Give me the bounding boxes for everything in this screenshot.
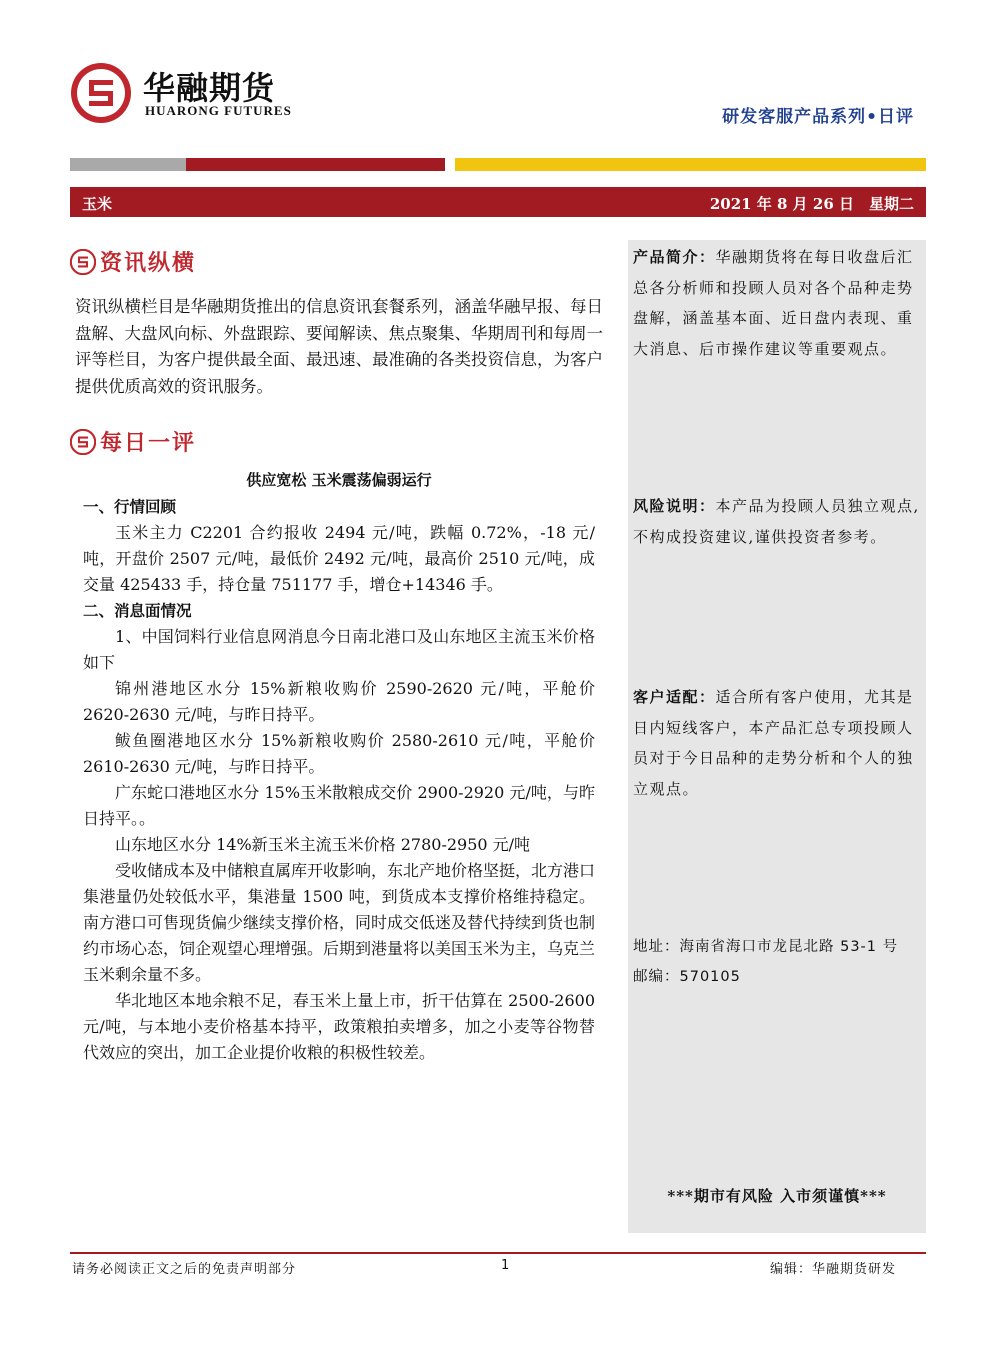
sidebar — [628, 240, 926, 1233]
paragraph: 锦州港地区水分 15%新粮收购价 2590-2620 元/吨，平舱价 2620-2630 元/吨，与昨日持平。 — [83, 679, 595, 724]
section-daily-header — [70, 426, 196, 457]
heading-market-review: 一、行情回顾 — [83, 498, 177, 516]
daily-article — [83, 467, 595, 1066]
huarong-logo — [70, 62, 132, 124]
paragraph: 玉米主力 C2201 合约报收 2494 元/吨，跌幅 0.72%，-18 元/吨，开盘价 2507 元/吨，最低价 2492 元/吨，最高价 2510 元/吨，成交量 425433 手，持仓量 751177 手，增仓+14346 手。 — [83, 523, 595, 594]
huarong-logo-icon — [70, 429, 96, 455]
topic-name: 玉米 — [82, 195, 113, 213]
risk-note — [633, 491, 923, 552]
decor-bar-red — [186, 158, 445, 171]
news-intro: 资讯纵横栏目是华融期货推出的信息资讯套餐系列，涵盖华融早报、每日盘解、大盘风向标、外盘跟踪、要闻解读、焦点聚集、华期周刊和每周一评等栏目，为客户提供最全面、最迅速、最准确的各类投资信息，为客户提供优质高效的资讯服务。 — [75, 297, 603, 396]
product-intro — [633, 242, 923, 364]
product-intro-label: 产品简介： — [633, 248, 716, 266]
paragraph: 华北地区本地余粮不足，春玉米上量上市，折干估算在 2500-2600 元/吨，与本地小麦价格基本持平，政策粮拍卖增多，加之小麦等谷物替代效应的突出，加工企业提价收粮的积极性较差。 — [83, 991, 595, 1062]
report-date: 2021 年 8 月 26 日 星期二 — [709, 195, 914, 213]
decor-bar-gray — [70, 158, 186, 171]
editor-note: 编辑：华融期货研发 — [769, 1262, 896, 1277]
huarong-logo-icon — [70, 249, 96, 275]
client-fit-text: 适合所有客户使用，尤其是日内短线客户，本产品汇总专项投顾人员对于今日品种的走势分析和个人的独立观点。 — [633, 688, 914, 798]
client-fit — [633, 682, 923, 804]
disclaimer-note: 请务必阅读正文之后的免责声明部分 — [72, 1262, 297, 1277]
client-fit-label: 客户适配： — [633, 688, 716, 706]
paragraph: 1、中国饲料行业信息网消息今日南北港口及山东地区主流玉米价格如下 — [83, 627, 595, 672]
product-intro-text: 华融期货将在每日收盘后汇总各分析师和投顾人员对各个品种走势盘解，涵盖基本面、近日盘内表现、重大消息、后市操作建议等重要观点。 — [633, 248, 914, 358]
contact-info — [633, 932, 898, 992]
paragraph: 鲅鱼圈港地区水分 15%新粮收购价 2580-2610 元/吨，平舱价 2610-2630 元/吨，与昨日持平。 — [83, 731, 595, 776]
product-series: 研发客服产品系列•日评 — [722, 107, 914, 127]
address: 地址：海南省海口市龙昆北路 53-1 号 — [633, 939, 899, 955]
article-title: 供应宽松 玉米震荡偏弱运行 — [246, 471, 432, 489]
postcode: 邮编：570105 — [633, 969, 741, 985]
decor-bar-yellow — [455, 158, 926, 171]
brand-name-cn: 华融期货 — [143, 69, 276, 107]
paragraph: 山东地区水分 14%新玉米主流玉米价格 2780-2950 元/吨 — [115, 835, 531, 854]
brand-name-en: HUARONG FUTURES — [145, 103, 292, 118]
section-daily-title: 每日一评 — [100, 430, 197, 456]
heading-news: 二、消息面情况 — [83, 602, 192, 620]
risk-note-text: 本产品为投顾人员独立观点,不构成投资建议,谨供投资者参考。 — [633, 497, 920, 546]
paragraph: 广东蛇口港地区水分 15%玉米散粮成交价 2900-2920 元/吨，与昨日持平。。 — [83, 783, 595, 828]
page-number: 1 — [501, 1258, 510, 1273]
topic-bar — [70, 187, 926, 217]
section-news-header — [70, 246, 196, 277]
section-news-title: 资讯纵横 — [100, 250, 197, 276]
risk-slogan: ***期市有风险 入市须谨慎*** — [667, 1187, 887, 1205]
risk-note-label: 风险说明： — [633, 497, 716, 515]
paragraph: 受收储成本及中储粮直属库开收影响，东北产地价格坚挺，北方港口集港量仍处较低水平，集港量 1500 吨，到货成本支撑价格维持稳定。南方港口可售现货偏少继续支撑价格，同时成交低迷及替代持续到货也制约市场心态，饲企观望心理增强。后期到港量将以美国玉米为主，乌克兰玉米剩余量不多。 — [83, 861, 596, 984]
footer-divider — [70, 1252, 926, 1254]
